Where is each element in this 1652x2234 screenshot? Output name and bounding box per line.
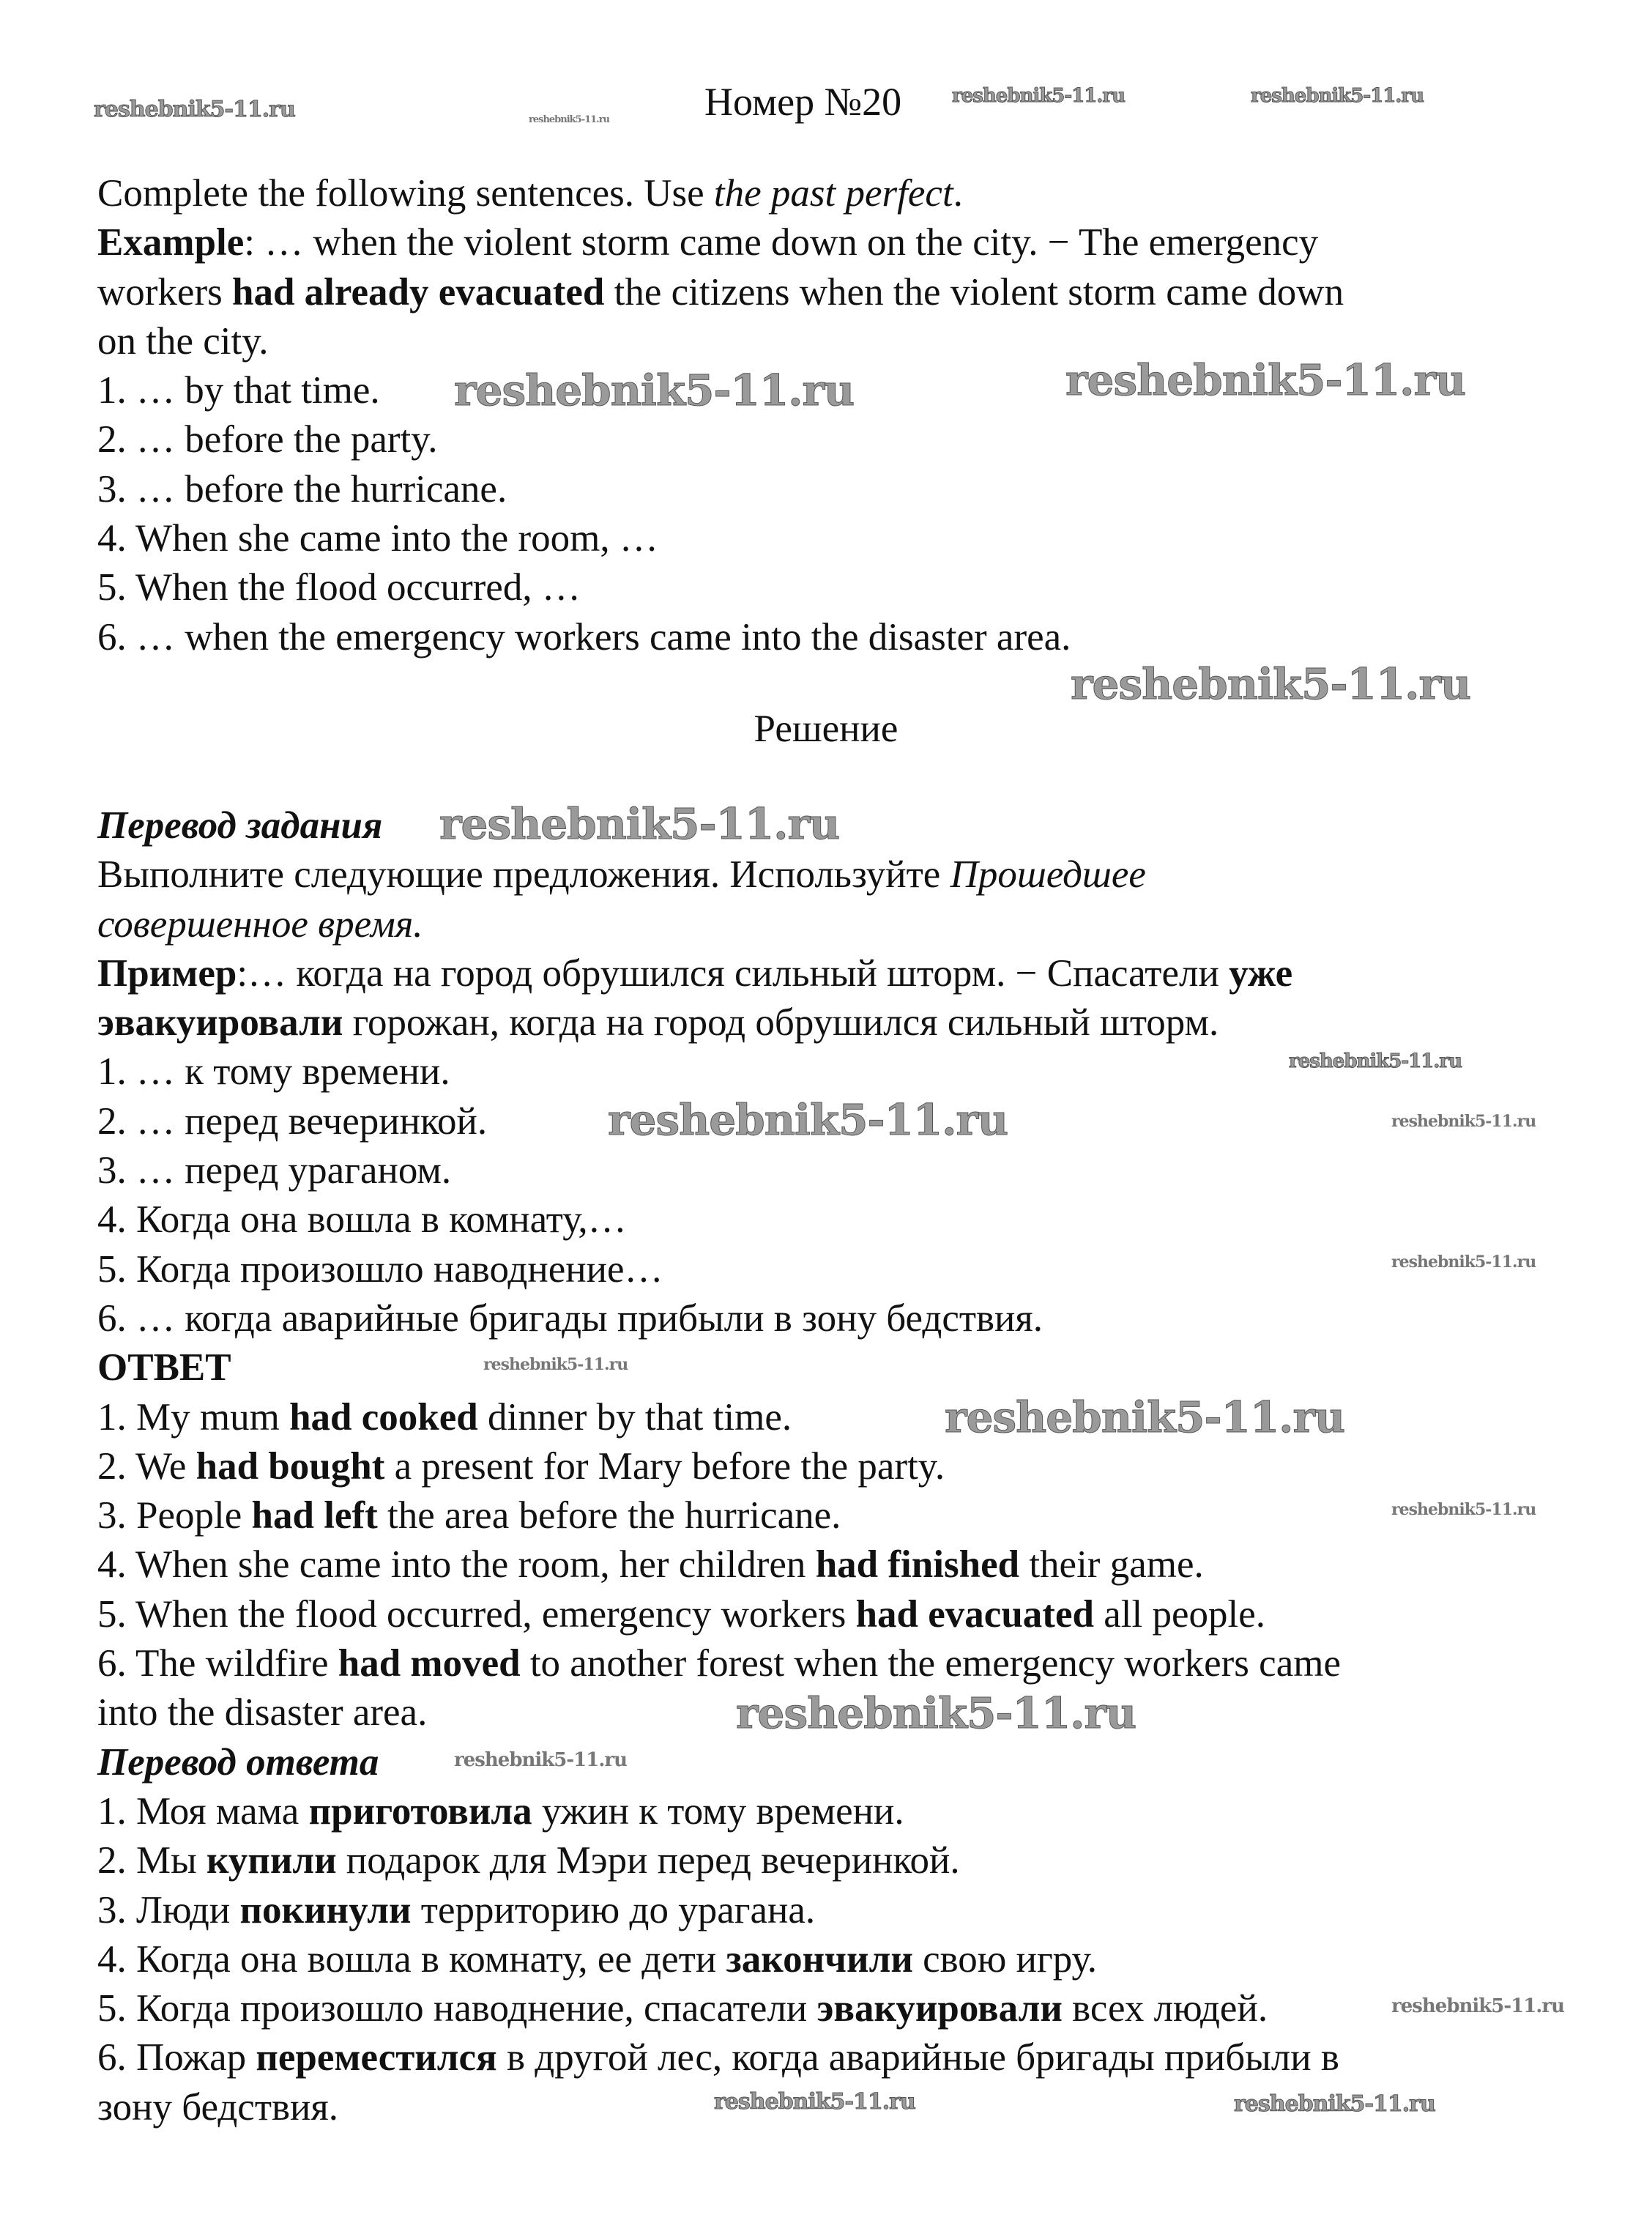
- emphasis-text: had bought: [196, 1444, 385, 1488]
- emphasis-text: уже: [1229, 951, 1293, 995]
- watermark: reshebnik5-11.ru: [1071, 659, 1471, 709]
- watermark: reshebnik5-11.ru: [714, 2089, 915, 2115]
- text-segment: :… когда на город обрушился сильный шторм. − Спасатели: [237, 951, 1229, 995]
- text-line: [97, 563, 1344, 612]
- text-line: [97, 1886, 1341, 1935]
- emphasis-text: эвакуировали: [97, 1001, 343, 1044]
- emphasis-text: Прошедшее: [950, 853, 1146, 897]
- text-segment: 5. Когда произошло наводнение, спасатели: [97, 1987, 817, 2030]
- text-line: [97, 1836, 1341, 1885]
- text-segment: 6. … when the emergency workers came into the disaster area.: [97, 615, 1071, 658]
- text-segment: to another forest when the emergency workers came: [520, 1642, 1341, 1685]
- emphasis-text: приготовила: [308, 1789, 532, 1833]
- emphasis-text: ОТВЕТ: [97, 1346, 231, 1389]
- watermark: reshebnik5-11.ru: [1391, 1995, 1565, 2017]
- text-line: [97, 1294, 1341, 1343]
- text-line: [97, 1491, 1341, 1540]
- text-line: [97, 218, 1344, 267]
- text-line: [97, 514, 1344, 563]
- text-segment: подарок для Мэри перед вечеринкой.: [336, 1839, 960, 1882]
- text-segment: : … when the violent storm came down on the city. − The emergency: [244, 221, 1319, 264]
- text-line: [97, 1935, 1341, 1984]
- text-line: [97, 850, 1341, 899]
- watermark: reshebnik5-11.ru: [454, 1749, 628, 1771]
- text-segment: 4. Когда она вошла в комнату,…: [97, 1198, 627, 1242]
- watermark: reshebnik5-11.ru: [1289, 1050, 1462, 1072]
- text-segment: 6. … когда аварийные бригады прибыли в зону бедствия.: [97, 1296, 1043, 1340]
- text-segment: 4. When she came into the room, her children: [97, 1543, 816, 1587]
- watermark: reshebnik5-11.ru: [439, 799, 840, 849]
- text-segment: their game.: [1019, 1543, 1204, 1587]
- text-segment: всех людей.: [1062, 1987, 1268, 2030]
- emphasis-text: Перевод задания: [97, 804, 383, 847]
- text-segment: 6. The wildfire: [97, 1642, 338, 1685]
- text-segment: the area before the hurricane.: [377, 1494, 841, 1537]
- text-line: [97, 1442, 1341, 1491]
- text-line: [97, 1639, 1341, 1688]
- text-segment: workers: [97, 270, 232, 313]
- emphasis-text: эвакуировали: [816, 1987, 1063, 2030]
- emphasis-text: had finished: [815, 1543, 1020, 1587]
- text-segment: 1. … by that time.: [97, 369, 380, 412]
- watermark: reshebnik5-11.ru: [736, 1688, 1136, 1738]
- text-segment: 3. … before the hurricane.: [97, 467, 507, 511]
- text-line: [97, 169, 1344, 218]
- emphasis-text: покинули: [239, 1888, 412, 1931]
- text-segment: территорию до урагана.: [411, 1888, 816, 1931]
- text-segment: 6. Пожар: [97, 2036, 256, 2079]
- text-segment: the citizens when the violent storm came down: [604, 270, 1344, 313]
- watermark: reshebnik5-11.ru: [529, 114, 610, 125]
- text-line: [97, 1590, 1341, 1639]
- watermark: reshebnik5-11.ru: [1391, 1253, 1536, 1272]
- watermark: reshebnik5-11.ru: [952, 85, 1125, 107]
- text-line: [97, 1047, 1341, 1096]
- text-segment: 1. My mum: [97, 1395, 290, 1439]
- text-segment: 3. Люди: [97, 1888, 240, 1931]
- text-segment: 2. Мы: [97, 1839, 206, 1882]
- page-title: Номер №20: [704, 80, 902, 124]
- text-segment: .: [953, 172, 963, 215]
- emphasis-text: купили: [206, 1839, 337, 1882]
- text-segment: 4. Когда она вошла в комнату, ее дети: [97, 1937, 726, 1981]
- text-segment: 2. … перед вечеринкой.: [97, 1099, 488, 1143]
- text-line: [97, 1245, 1341, 1294]
- text-segment: 1. Моя мама: [97, 1789, 309, 1833]
- text-line: [97, 1738, 1341, 1787]
- emphasis-text: had evacuated: [855, 1592, 1094, 1636]
- text-segment: 5. When the flood occurred, …: [97, 566, 581, 609]
- text-line: [97, 465, 1344, 514]
- emphasis-text: Перевод ответа: [97, 1740, 379, 1784]
- emphasis-text: the past perfect: [713, 172, 953, 215]
- text-line: [97, 1146, 1341, 1195]
- text-line: [97, 2033, 1341, 2082]
- text-segment: 1. … к тому времени.: [97, 1050, 450, 1094]
- text-line: [97, 1688, 1341, 1737]
- text-segment: 3. … перед ураганом.: [97, 1149, 452, 1192]
- text-segment: all people.: [1093, 1592, 1265, 1636]
- text-segment: dinner by that time.: [477, 1395, 792, 1439]
- text-segment: ужин к тому времени.: [532, 1789, 904, 1833]
- text-line: [97, 1984, 1341, 2033]
- text-line: [97, 613, 1344, 662]
- translation-answer-block: [97, 801, 1341, 2132]
- text-segment: в другой лес, когда аварийные бригады прибыли в: [496, 2036, 1339, 2079]
- text-line: [97, 1787, 1341, 1836]
- text-line: [97, 949, 1341, 998]
- watermark: reshebnik5-11.ru: [1234, 2091, 1435, 2117]
- text-line: [97, 1343, 1341, 1392]
- text-line: [97, 268, 1344, 317]
- watermark: reshebnik5-11.ru: [1251, 85, 1424, 107]
- text-segment: into the disaster area.: [97, 1691, 428, 1734]
- emphasis-text: Пример: [97, 951, 237, 995]
- solution-heading: Решение: [754, 708, 898, 750]
- text-segment: a present for Mary before the party.: [384, 1444, 945, 1488]
- watermark: reshebnik5-11.ru: [1065, 355, 1466, 405]
- emphasis-text: had already evacuated: [231, 270, 605, 313]
- text-line: [97, 998, 1341, 1047]
- text-segment: on the city.: [97, 319, 269, 363]
- emphasis-text: закончили: [726, 1937, 913, 1981]
- text-segment: зону бедствия.: [97, 2085, 338, 2129]
- text-segment: 5. Когда произошло наводнение…: [97, 1247, 663, 1291]
- watermark: reshebnik5-11.ru: [94, 97, 295, 122]
- task-block: [97, 169, 1344, 662]
- text-segment: 3. People: [97, 1494, 252, 1537]
- emphasis-text: совершенное время.: [97, 902, 423, 946]
- text-segment: 2. … before the party.: [97, 418, 438, 461]
- emphasis-text: Example: [97, 221, 245, 264]
- text-segment: Complete the following sentences. Use: [97, 172, 714, 215]
- text-line: [97, 900, 1341, 949]
- text-segment: Выполните следующие предложения. Используйте: [97, 853, 950, 897]
- text-segment: 5. When the flood occurred, emergency workers: [97, 1592, 856, 1636]
- watermark: reshebnik5-11.ru: [608, 1095, 1008, 1145]
- text-segment: горожан, когда на город обрушился сильный шторм.: [343, 1001, 1219, 1044]
- watermark: reshebnik5-11.ru: [1391, 1112, 1536, 1131]
- text-segment: 4. When she came into the room, …: [97, 517, 658, 560]
- text-segment: свою игру.: [912, 1937, 1097, 1981]
- watermark: reshebnik5-11.ru: [945, 1392, 1345, 1442]
- emphasis-text: had moved: [338, 1642, 521, 1685]
- emphasis-text: had left: [251, 1494, 378, 1537]
- text-segment: 2. We: [97, 1444, 196, 1488]
- text-line: [97, 415, 1344, 464]
- emphasis-text: переместился: [256, 2036, 497, 2079]
- emphasis-text: had cooked: [289, 1395, 478, 1439]
- watermark: reshebnik5-11.ru: [483, 1355, 628, 1374]
- watermark: reshebnik5-11.ru: [1391, 1500, 1536, 1519]
- text-line: [97, 1540, 1341, 1589]
- watermark: reshebnik5-11.ru: [454, 365, 855, 415]
- text-line: [97, 1195, 1341, 1244]
